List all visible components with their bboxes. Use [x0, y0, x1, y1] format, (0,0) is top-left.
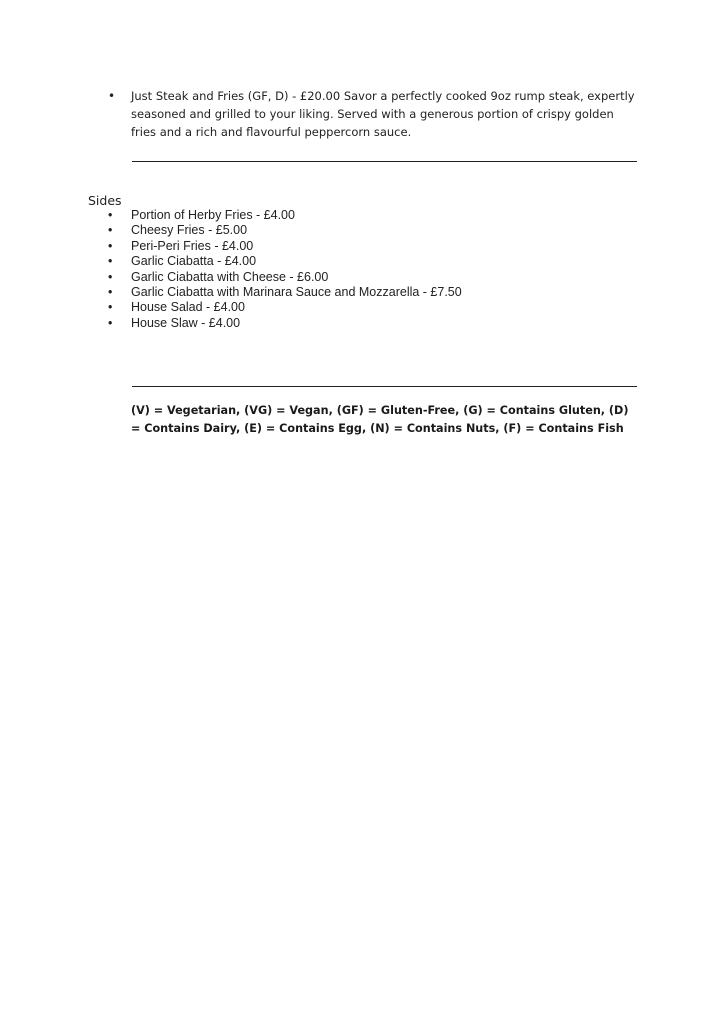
- bullet-icon: •: [108, 315, 113, 330]
- list-item: [108, 208, 462, 223]
- bullet-icon: •: [108, 254, 113, 269]
- list-item: [108, 239, 462, 254]
- list-item: [108, 285, 462, 300]
- list-item: [108, 223, 462, 238]
- side-item-label: Garlic Ciabatta - £4.00: [131, 254, 257, 269]
- side-item-label: House Salad - £4.00: [131, 300, 245, 315]
- bullet-icon: •: [108, 223, 113, 238]
- side-item-label: Garlic Ciabatta with Cheese - £6.00: [131, 269, 329, 284]
- dietary-legend: (V) = Vegetarian, (VG) = Vegan, (GF) = Gluten-Free, (G) = Contains Gluten, (D) = Contains Dairy, (E) = Contains Egg, (N) = Contains Nuts, (F) = Contains Fish: [131, 404, 629, 435]
- side-item-label: House Slaw - £4.00: [131, 315, 241, 330]
- menu-item-steak-and-fries: Just Steak and Fries (GF, D) - £20.00 Savor a perfectly cooked 9oz rump steak, expertly seasoned and grilled to your liking. Served with a generous portion of crispy golden fries and a rich and flavourful peppercorn sauce.: [131, 89, 635, 139]
- side-item-label: Cheesy Fries - £5.00: [131, 223, 248, 238]
- menu-item-bullet: •: [108, 89, 116, 103]
- sides-heading: Sides: [88, 193, 122, 208]
- divider-rule: [132, 161, 637, 162]
- bullet-icon: •: [108, 284, 113, 299]
- bullet-icon: •: [108, 238, 113, 253]
- list-item: [108, 300, 462, 315]
- list-item: [108, 270, 462, 285]
- side-item-label: Peri-Peri Fries - £4.00: [131, 238, 254, 253]
- list-item: [108, 254, 462, 269]
- list-item: [108, 316, 462, 331]
- bullet-icon: •: [108, 269, 113, 284]
- sides-list: [108, 208, 462, 331]
- side-item-label: Garlic Ciabatta with Marinara Sauce and Mozzarella - £7.50: [131, 284, 462, 299]
- divider-rule: [132, 386, 637, 387]
- side-item-label: Portion of Herby Fries - £4.00: [131, 208, 295, 222]
- bullet-icon: •: [108, 300, 113, 315]
- bullet-icon: •: [108, 208, 113, 222]
